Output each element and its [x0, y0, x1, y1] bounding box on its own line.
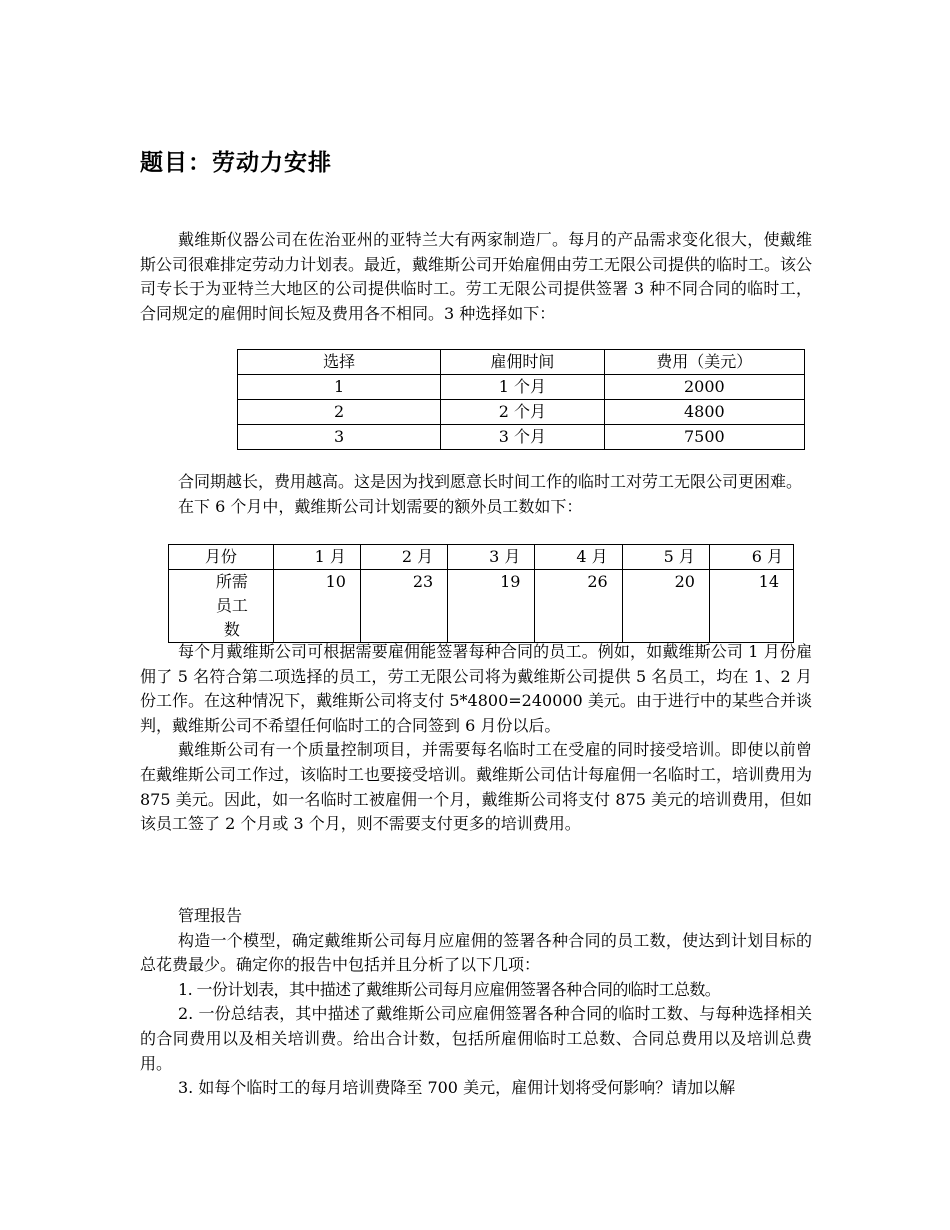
report-paragraph: 构造一个模型，确定戴维斯公司每月应雇佣的签署各种合同的员工数，使达到计划目标的总花费最少。确定你的报告中包括并且分析了以下几项： [140, 930, 812, 975]
table-cell: 1 个月 [441, 375, 604, 400]
list-item: 2. 一份总结表，其中描述了戴维斯公司应雇佣签署各种合同的临时工数、与每种选择相关的合同费用以及相关培训费。给出合计数，包括所雇佣临时工总数、合同总费用以及培训总费用。 [140, 1004, 812, 1073]
table-header-row [238, 350, 805, 375]
contract-options-table [237, 349, 805, 450]
table-cell: 20 [622, 570, 709, 643]
month-header: 5 月 [622, 545, 709, 570]
list-item: 1. 一份计划表，其中描述了戴维斯公司每月应雇佣签署各种合同的临时工总数。 [178, 979, 721, 999]
table-cell: 3 [238, 425, 441, 450]
table-row [238, 375, 805, 400]
table-row [238, 425, 805, 450]
report-heading: 管理报告 [178, 906, 243, 925]
table-row [238, 400, 805, 425]
page-title: 题目：劳动力安排 [140, 150, 332, 176]
month-header: 3 月 [448, 545, 535, 570]
table-header-row [169, 545, 794, 570]
table-cell: 2 [238, 400, 441, 425]
training-paragraph: 戴维斯公司有一个质量控制项目，并需要每名临时工在受雇的同时接受培训。即使以前曾在戴维斯公司工作过，该临时工也要接受培训。戴维斯公司估计每雇佣一名临时工，培训费用为 875 美元。因此，如一名临时工被雇佣一个月，戴维斯公司将支付 875 美元的培训费用，但如该员工签了 2 个月或 3 个月，则不需要支付更多的培训费用。 [140, 740, 813, 834]
row-label: 所需员工数 [169, 570, 274, 643]
table-cell: 10 [273, 570, 360, 643]
table-cell: 23 [360, 570, 447, 643]
column-header: 费用（美元） [604, 350, 804, 375]
month-header: 6 月 [709, 545, 793, 570]
cost-block [140, 470, 812, 519]
column-header: 选择 [238, 350, 441, 375]
intro-block [140, 228, 812, 326]
month-header: 2 月 [360, 545, 447, 570]
table-cell: 2000 [604, 375, 804, 400]
list-item: 3. 如每个临时工的每月培训费降至 700 美元，雇佣计划将受何影响？请加以解 [178, 1078, 736, 1098]
column-header: 雇佣时间 [441, 350, 604, 375]
example-block [140, 640, 812, 837]
staff-requirement-table [168, 544, 794, 643]
row-label: 月份 [169, 545, 274, 570]
table-row [169, 570, 794, 643]
table-cell: 4800 [604, 400, 804, 425]
example-paragraph: 每个月戴维斯公司可根据需要雇佣能签署每种合同的员工。例如，如戴维斯公司 1 月份雇佣了 5 名符合第二项选择的员工，劳工无限公司将为戴维斯公司提供 5 名员工，均在 1、2 月份工作。在这种情况下，戴维斯公司将支付 5*4800=240000 美元。由于进行中的某些合并谈判，戴维斯公司不希望任何临时工的合同签到 6 月份以后。 [140, 642, 812, 735]
months-intro-paragraph: 在下 6 个月中，戴维斯公司计划需要的额外员工数如下： [178, 496, 583, 516]
cost-paragraph: 合同期越长，费用越高。这是因为找到愿意长时间工作的临时工对劳工无限公司更困难。 [178, 472, 803, 491]
table-cell: 1 [238, 375, 441, 400]
table-cell: 26 [535, 570, 622, 643]
report-block [140, 904, 812, 1101]
table-cell: 3 个月 [441, 425, 604, 450]
month-header: 1 月 [273, 545, 360, 570]
table-cell: 2 个月 [441, 400, 604, 425]
table-cell: 14 [709, 570, 793, 643]
table-cell: 7500 [604, 425, 804, 450]
intro-paragraph: 戴维斯仪器公司在佐治亚州的亚特兰大有两家制造厂。每月的产品需求变化很大，使戴维斯公司很难排定劳动力计划表。最近，戴维斯公司开始雇佣由劳工无限公司提供的临时工。该公司专长于为亚特兰大地区的公司提供临时工。劳工无限公司提供签署 3 种不同合同的临时工，合同规定的雇佣时间长短及费用各不相同。3 种选择如下： [140, 230, 813, 323]
table-cell: 19 [448, 570, 535, 643]
month-header: 4 月 [535, 545, 622, 570]
